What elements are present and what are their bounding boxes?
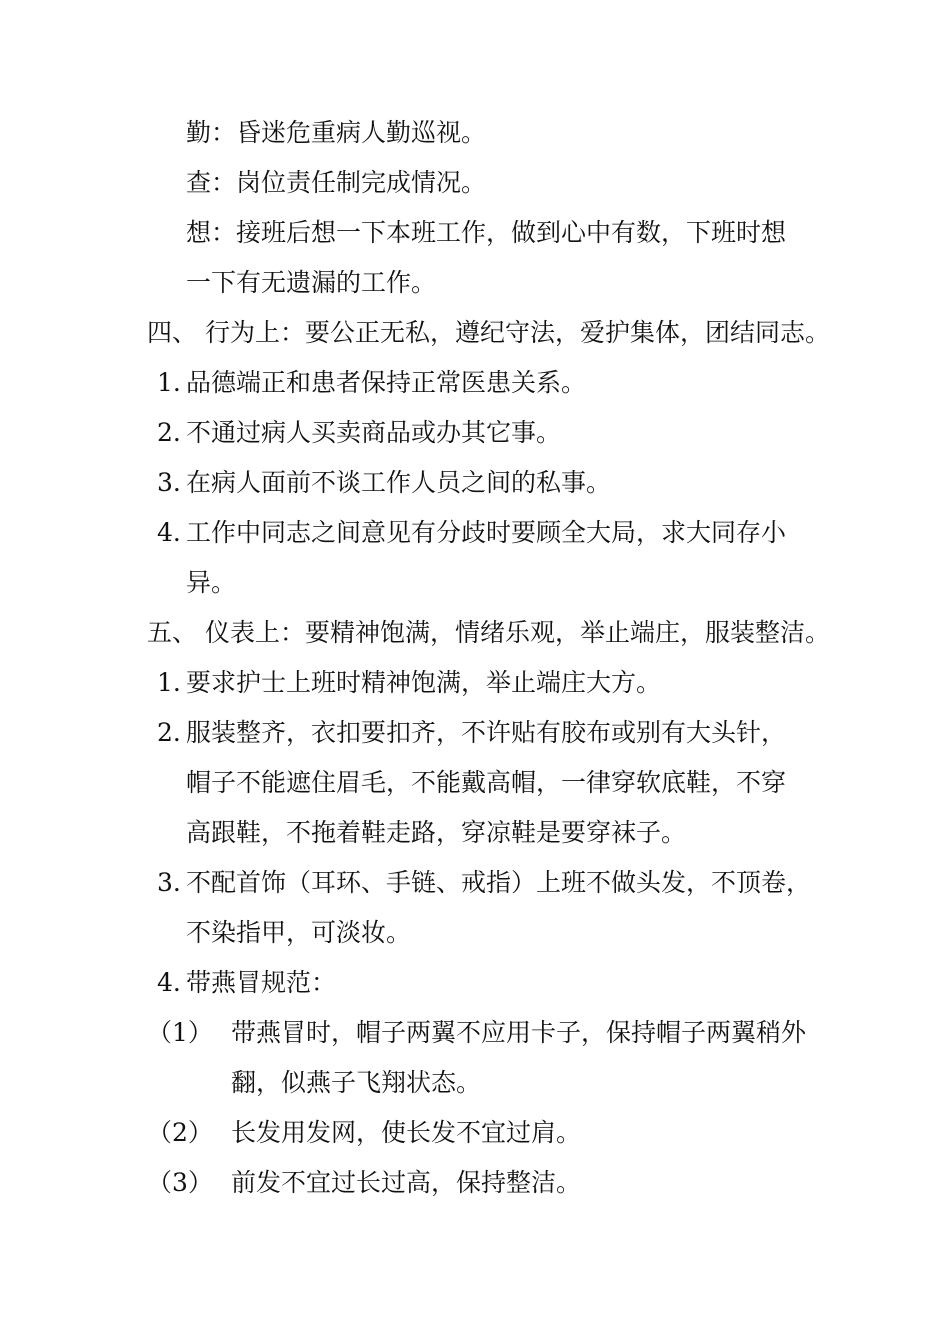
list-item-text: 工作中同志之间意见有分歧时要顾全大局，求大同存小 <box>186 518 787 547</box>
list-item-text-cont: 高跟鞋，不拖着鞋走路，穿凉鞋是要穿袜子。 <box>186 818 687 847</box>
list-item-text: 品德端正和患者保持正常医患关系。 <box>186 368 587 397</box>
sublist-item-text: 长发用发网，使长发不宜过肩。 <box>231 1118 582 1147</box>
duty-line-xiang: 想：接班后想一下本班工作，做到心中有数，下班时想 <box>186 218 787 247</box>
sublist-item-text: 前发不宜过长过高，保持整洁。 <box>231 1168 582 1197</box>
list-item-text-cont: 不染指甲，可淡妆。 <box>186 918 412 947</box>
list-item-number: 2. <box>157 718 181 747</box>
sublist-item-number: （3） <box>147 1168 213 1197</box>
list-item-text: 不通过病人买卖商品或办其它事。 <box>186 418 562 447</box>
duty-line-cha: 查：岗位责任制完成情况。 <box>186 168 487 197</box>
section-heading-behavior: 四、 行为上：要公正无私，遵纪守法，爱护集体，团结同志。 <box>147 318 830 347</box>
duty-line-xiang-cont: 一下有无遗漏的工作。 <box>186 268 437 297</box>
list-item-text: 不配首饰（耳环、手链、戒指）上班不做头发，不顶卷， <box>186 868 812 897</box>
list-item-number: 2. <box>157 418 181 447</box>
section-heading-appearance: 五、 仪表上：要精神饱满，情绪乐观，举止端庄，服装整洁。 <box>147 618 830 647</box>
list-item-text: 服装整齐，衣扣要扣齐，不许贴有胶布或别有大头针， <box>186 718 787 747</box>
list-item-number: 3. <box>157 468 181 497</box>
list-item-number: 4. <box>157 518 181 547</box>
list-item-number: 3. <box>157 868 181 897</box>
list-item-text: 在病人面前不谈工作人员之间的私事。 <box>186 468 612 497</box>
sublist-item-text: 带燕冒时，帽子两翼不应用卡子，保持帽子两翼稍外 <box>231 1018 807 1047</box>
list-item-number: 1. <box>157 368 181 397</box>
sublist-item-text-cont: 翻，似燕子飞翔状态。 <box>231 1068 482 1097</box>
sublist-item-number: （1） <box>147 1018 213 1047</box>
list-item-text-cont: 异。 <box>186 568 237 597</box>
list-item-number: 4. <box>157 968 181 997</box>
list-item-number: 1. <box>157 668 181 697</box>
duty-line-qin: 勤：昏迷危重病人勤巡视。 <box>186 118 487 147</box>
list-item-text-cont: 帽子不能遮住眉毛，不能戴高帽，一律穿软底鞋，不穿 <box>186 768 787 797</box>
list-item-text: 要求护士上班时精神饱满，举止端庄大方。 <box>186 668 662 697</box>
list-item-text: 带燕冒规范： <box>186 968 337 997</box>
sublist-item-number: （2） <box>147 1118 213 1147</box>
